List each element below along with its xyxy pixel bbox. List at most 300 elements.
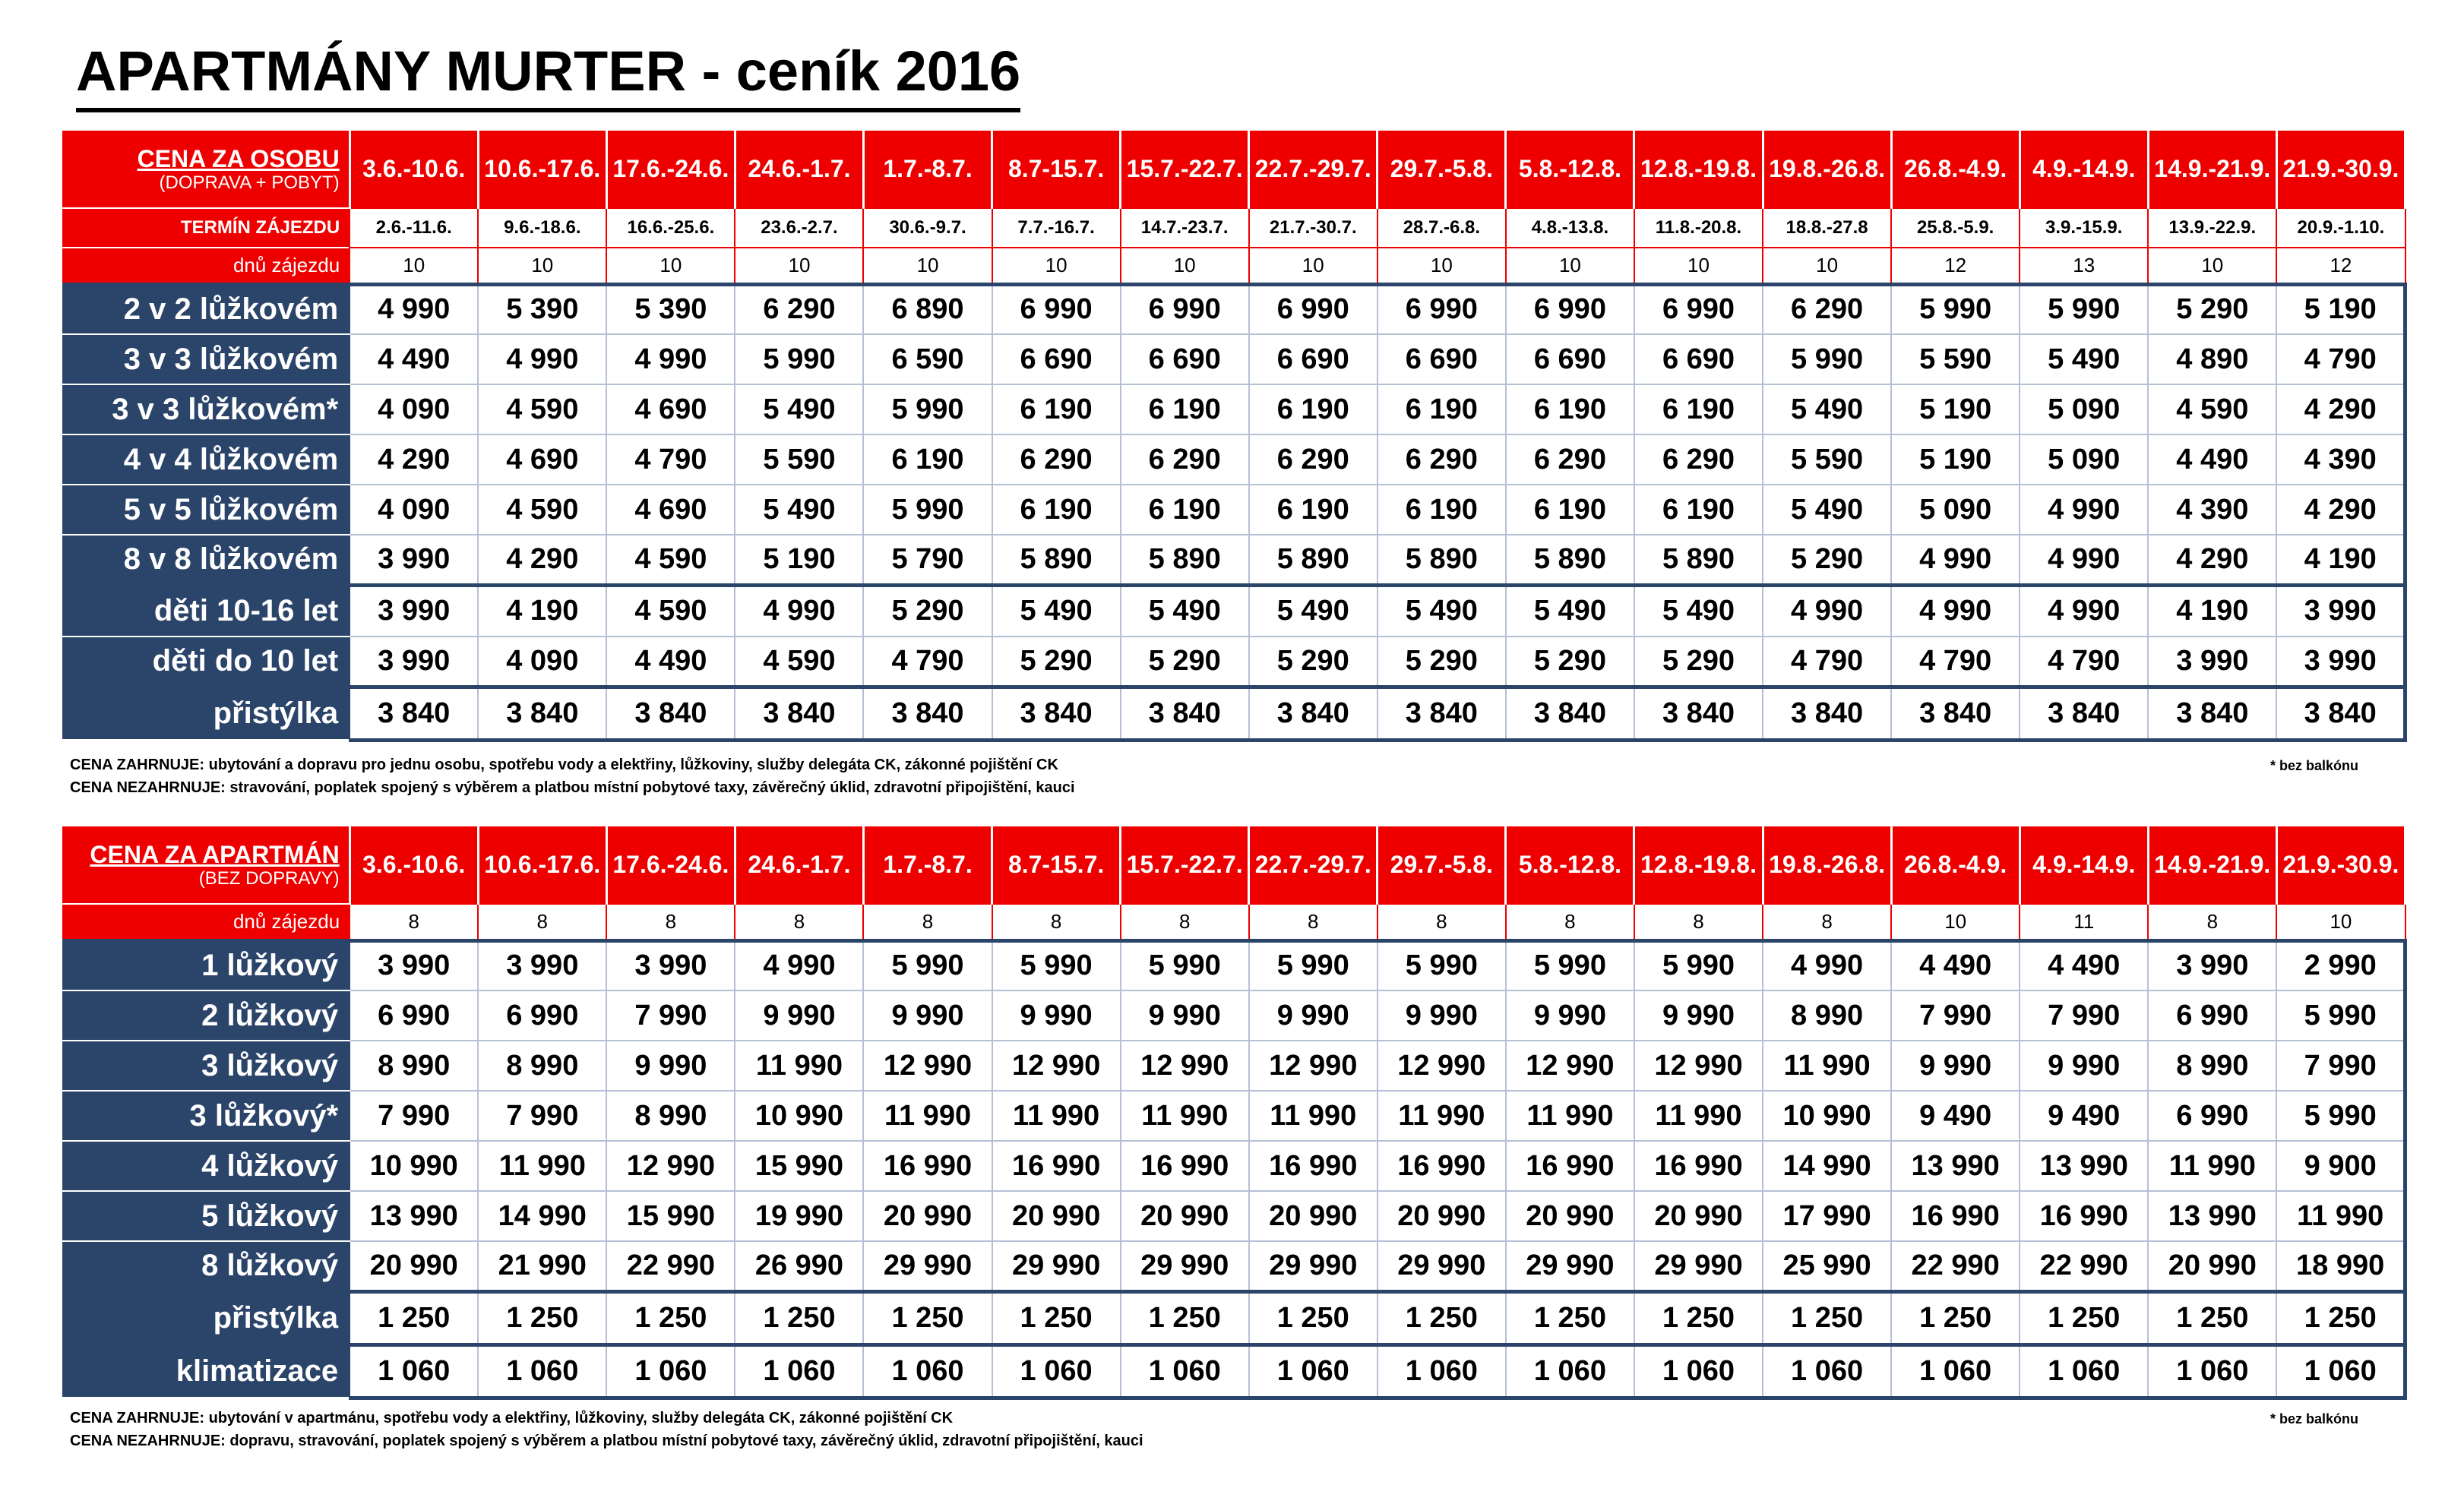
- price-cell: 10 990: [1763, 1091, 1891, 1141]
- table1-header-row: [62, 131, 2405, 208]
- term-value: 7.7.-16.7.: [992, 208, 1121, 248]
- price-cell: 12 990: [992, 1041, 1121, 1091]
- price-cell: 5 090: [2020, 384, 2148, 434]
- days-value: 8: [1634, 904, 1763, 940]
- price-cell: 3 990: [606, 940, 735, 990]
- price-cell: 29 990: [1377, 1241, 1506, 1291]
- price-cell: 1 060: [478, 1344, 606, 1398]
- table-row: [62, 1191, 2405, 1241]
- price-cell: 1 060: [1249, 1344, 1377, 1398]
- price-cell: 19 990: [735, 1191, 863, 1241]
- price-cell: 6 290: [1506, 434, 1634, 485]
- days-value: 8: [1506, 904, 1634, 940]
- price-cell: 6 290: [1634, 434, 1763, 485]
- table-row: [62, 637, 2405, 687]
- days-value: 10: [350, 248, 478, 284]
- table1-header-label: [62, 131, 350, 208]
- days-value: 8: [1377, 904, 1506, 940]
- table2-header-sub: (BEZ DOPRAVY): [198, 867, 340, 889]
- row-label: klimatizace: [62, 1344, 350, 1398]
- price-cell: 5 890: [1121, 535, 1249, 585]
- days-label: dnů zájezdu: [62, 248, 350, 284]
- price-cell: 1 060: [2020, 1344, 2148, 1398]
- table-row: [62, 1091, 2405, 1141]
- price-cell: 20 990: [2148, 1241, 2276, 1291]
- price-cell: 6 190: [992, 384, 1121, 434]
- row-label: 8 v 8 lůžkovém: [62, 535, 350, 585]
- period-header: 19.8.-26.8.: [1763, 826, 1891, 904]
- price-cell: 20 990: [1377, 1191, 1506, 1241]
- price-cell: 4 490: [2148, 434, 2276, 485]
- row-label: 5 v 5 lůžkovém: [62, 485, 350, 535]
- price-cell: 4 690: [606, 485, 735, 535]
- price-cell: 4 590: [606, 535, 735, 585]
- days-value: 12: [1891, 248, 2020, 284]
- price-cell: 12 990: [863, 1041, 992, 1091]
- price-cell: 4 490: [2020, 940, 2148, 990]
- price-cell: 3 990: [2148, 940, 2276, 990]
- price-cell: 13 990: [350, 1191, 478, 1241]
- days-value: 10: [1763, 248, 1891, 284]
- price-cell: 9 900: [2276, 1141, 2405, 1191]
- price-cell: 15 990: [735, 1141, 863, 1191]
- price-cell: 5 990: [1634, 940, 1763, 990]
- days-value: 8: [1249, 904, 1377, 940]
- price-cell: 6 590: [863, 334, 992, 384]
- price-cell: 8 990: [606, 1091, 735, 1141]
- price-cell: 29 990: [992, 1241, 1121, 1291]
- price-cell: 5 490: [1634, 585, 1763, 637]
- price-cell: 4 990: [2020, 535, 2148, 585]
- price-cell: 12 990: [1634, 1041, 1763, 1091]
- price-cell: 1 060: [992, 1344, 1121, 1398]
- price-cell: 4 190: [2276, 535, 2405, 585]
- period-header: 14.9.-21.9.: [2148, 826, 2276, 904]
- price-cell: 1 250: [478, 1291, 606, 1344]
- price-cell: 5 590: [1891, 334, 2020, 384]
- price-cell: 1 060: [735, 1344, 863, 1398]
- price-cell: 1 060: [1763, 1344, 1891, 1398]
- period-header: 8.7-15.7.: [992, 131, 1121, 208]
- price-cell: 3 840: [992, 687, 1121, 740]
- price-cell: 6 290: [1763, 284, 1891, 334]
- price-cell: 3 840: [863, 687, 992, 740]
- price-cell: 2 990: [2276, 940, 2405, 990]
- price-cell: 4 490: [606, 637, 735, 687]
- price-cell: 5 490: [1763, 384, 1891, 434]
- price-cell: 6 990: [992, 284, 1121, 334]
- price-cell: 5 790: [863, 535, 992, 585]
- period-header: 1.7.-8.7.: [863, 131, 992, 208]
- price-cell: 3 840: [2020, 687, 2148, 740]
- price-cell: 20 990: [1249, 1191, 1377, 1241]
- days-value: 10: [2148, 248, 2276, 284]
- price-cell: 6 190: [1121, 485, 1249, 535]
- price-cell: 6 290: [1377, 434, 1506, 485]
- row-label: 4 v 4 lůžkovém: [62, 434, 350, 485]
- price-cell: 1 250: [1506, 1291, 1634, 1344]
- price-cell: 6 190: [1634, 485, 1763, 535]
- price-cell: 29 990: [1634, 1241, 1763, 1291]
- row-label: děti do 10 let: [62, 637, 350, 687]
- term-value: 3.9.-15.9.: [2020, 208, 2148, 248]
- table-row: [62, 1041, 2405, 1091]
- row-label: 2 v 2 lůžkovém: [62, 284, 350, 334]
- price-cell: 7 990: [478, 1091, 606, 1141]
- period-header: 4.9.-14.9.: [2020, 826, 2148, 904]
- price-cell: 7 990: [2020, 990, 2148, 1041]
- period-header: 10.6.-17.6.: [478, 131, 606, 208]
- price-cell: 5 590: [1763, 434, 1891, 485]
- price-cell: 9 990: [1121, 990, 1249, 1041]
- price-cell: 11 990: [863, 1091, 992, 1141]
- page-title: APARTMÁNY MURTER - ceník 2016: [76, 36, 1020, 112]
- period-header: 15.7.-22.7.: [1121, 826, 1249, 904]
- price-cell: 5 990: [863, 485, 992, 535]
- price-cell: 1 250: [1634, 1291, 1763, 1344]
- period-header: 24.6.-1.7.: [735, 131, 863, 208]
- price-cell: 9 990: [992, 990, 1121, 1041]
- price-cell: 12 990: [1506, 1041, 1634, 1091]
- price-cell: 3 840: [478, 687, 606, 740]
- days-value: 10: [2276, 904, 2405, 940]
- price-cell: 3 840: [1121, 687, 1249, 740]
- price-cell: 5 490: [1249, 585, 1377, 637]
- price-cell: 3 840: [1763, 687, 1891, 740]
- price-cell: 5 990: [1763, 334, 1891, 384]
- table1-note-includes: CENA ZAHRNUJE: ubytování a dopravu pro jednu osobu, spotřebu vody a elektřiny, lůžkoviny, služby delegáta CK, zákonné pojištění CK: [70, 757, 1058, 773]
- price-cell: 1 250: [1891, 1291, 2020, 1344]
- period-header: 17.6.-24.6.: [606, 131, 735, 208]
- price-cell: 3 840: [1377, 687, 1506, 740]
- price-cell: 3 990: [2276, 637, 2405, 687]
- period-header: 5.8.-12.8.: [1506, 826, 1634, 904]
- row-label: 3 lůžkový: [62, 1041, 350, 1091]
- price-cell: 21 990: [478, 1241, 606, 1291]
- period-header: 12.8.-19.8.: [1634, 131, 1763, 208]
- price-cell: 3 840: [735, 687, 863, 740]
- price-cell: 5 890: [1506, 535, 1634, 585]
- table1-days-row: [62, 248, 2405, 284]
- table-row: [62, 284, 2405, 334]
- days-value: 8: [1763, 904, 1891, 940]
- days-value: 10: [1377, 248, 1506, 284]
- price-cell: 1 250: [606, 1291, 735, 1344]
- period-header: 19.8.-26.8.: [1763, 131, 1891, 208]
- row-label: 3 v 3 lůžkovém*: [62, 384, 350, 434]
- days-value: 10: [1634, 248, 1763, 284]
- term-label: TERMÍN ZÁJEZDU: [62, 208, 350, 248]
- price-cell: 15 990: [606, 1191, 735, 1241]
- period-header: 22.7.-29.7.: [1249, 131, 1377, 208]
- price-cell: 1 060: [350, 1344, 478, 1398]
- days-value: 8: [478, 904, 606, 940]
- table-row: [62, 334, 2405, 384]
- price-cell: 6 990: [2148, 990, 2276, 1041]
- price-cell: 25 990: [1763, 1241, 1891, 1291]
- price-cell: 1 250: [735, 1291, 863, 1344]
- price-cell: 6 690: [1506, 334, 1634, 384]
- price-cell: 5 290: [1249, 637, 1377, 687]
- price-cell: 9 990: [735, 990, 863, 1041]
- price-cell: 5 490: [1377, 585, 1506, 637]
- table-row: [62, 585, 2405, 637]
- price-cell: 16 990: [1377, 1141, 1506, 1191]
- term-value: 25.8.-5.9.: [1891, 208, 2020, 248]
- price-cell: 3 840: [1891, 687, 2020, 740]
- row-label: 2 lůžkový: [62, 990, 350, 1041]
- table-row: [62, 940, 2405, 990]
- days-value: 8: [2148, 904, 2276, 940]
- price-cell: 9 990: [2020, 1041, 2148, 1091]
- price-cell: 1 060: [1891, 1344, 2020, 1398]
- price-cell: 1 250: [992, 1291, 1121, 1344]
- period-header: 4.9.-14.9.: [2020, 131, 2148, 208]
- price-cell: 5 990: [863, 384, 992, 434]
- price-cell: 5 490: [992, 585, 1121, 637]
- price-cell: 18 990: [2276, 1241, 2405, 1291]
- price-cell: 1 250: [1249, 1291, 1377, 1344]
- price-cell: 1 060: [2276, 1344, 2405, 1398]
- price-cell: 6 290: [735, 284, 863, 334]
- period-header: 12.8.-19.8.: [1634, 826, 1763, 904]
- price-cell: 4 190: [478, 585, 606, 637]
- term-value: 20.9.-1.10.: [2276, 208, 2405, 248]
- price-cell: 9 990: [1249, 990, 1377, 1041]
- price-cell: 5 590: [735, 434, 863, 485]
- row-label: 3 lůžkový*: [62, 1091, 350, 1141]
- price-cell: 5 490: [1763, 485, 1891, 535]
- term-value: 23.6.-2.7.: [735, 208, 863, 248]
- price-cell: 6 190: [1377, 384, 1506, 434]
- price-cell: 3 990: [350, 585, 478, 637]
- row-label: přistýlka: [62, 1291, 350, 1344]
- table2-header-main: CENA ZA APARTMÁN: [90, 840, 340, 868]
- price-cell: 5 490: [1506, 585, 1634, 637]
- days-value: 10: [606, 248, 735, 284]
- table1-note-excludes: CENA NEZAHRNUJE: stravování, poplatek spojený s výběrem a platbou místní pobytové taxy, závěrečný úklid, zdravotní připojištění, kauci: [70, 779, 1075, 796]
- price-cell: 5 190: [1891, 384, 2020, 434]
- price-cell: 4 990: [2020, 485, 2148, 535]
- period-header: 22.7.-29.7.: [1249, 826, 1377, 904]
- price-cell: 20 990: [350, 1241, 478, 1291]
- price-cell: 5 190: [2276, 284, 2405, 334]
- price-cell: 1 250: [863, 1291, 992, 1344]
- price-cell: 8 990: [2148, 1041, 2276, 1091]
- table1-header-sub: (DOPRAVA + POBYT): [159, 172, 340, 193]
- price-cell: 5 290: [2148, 284, 2276, 334]
- price-cell: 4 790: [1763, 637, 1891, 687]
- price-cell: 9 990: [1377, 990, 1506, 1041]
- price-cell: 5 890: [1377, 535, 1506, 585]
- price-cell: 11 990: [1634, 1091, 1763, 1141]
- price-cell: 9 990: [863, 990, 992, 1041]
- price-cell: 14 990: [1763, 1141, 1891, 1191]
- price-cell: 6 990: [1249, 284, 1377, 334]
- price-cell: 4 990: [2020, 585, 2148, 637]
- price-cell: 17 990: [1763, 1191, 1891, 1241]
- period-header: 14.9.-21.9.: [2148, 131, 2276, 208]
- price-cell: 6 190: [1506, 384, 1634, 434]
- term-value: 18.8.-27.8: [1763, 208, 1891, 248]
- price-cell: 6 290: [1249, 434, 1377, 485]
- price-cell: 5 490: [735, 485, 863, 535]
- row-label: 4 lůžkový: [62, 1141, 350, 1191]
- price-cell: 5 990: [2276, 990, 2405, 1041]
- price-cell: 16 990: [992, 1141, 1121, 1191]
- period-header: 1.7.-8.7.: [863, 826, 992, 904]
- price-cell: 5 390: [606, 284, 735, 334]
- price-cell: 5 490: [735, 384, 863, 434]
- table-row: [62, 1241, 2405, 1291]
- price-cell: 3 990: [2148, 637, 2276, 687]
- price-cell: 8 990: [350, 1041, 478, 1091]
- price-cell: 11 990: [1249, 1091, 1377, 1141]
- price-cell: 5 190: [735, 535, 863, 585]
- price-cell: 11 990: [478, 1141, 606, 1191]
- price-cell: 5 290: [1763, 535, 1891, 585]
- price-cell: 11 990: [2148, 1141, 2276, 1191]
- price-cell: 4 990: [606, 334, 735, 384]
- term-value: 9.6.-18.6.: [478, 208, 606, 248]
- price-cell: 3 990: [2276, 585, 2405, 637]
- period-header: 29.7.-5.8.: [1377, 826, 1506, 904]
- term-value: 16.6.-25.6.: [606, 208, 735, 248]
- table1-header-main: CENA ZA OSOBU: [137, 144, 340, 172]
- price-cell: 10 990: [735, 1091, 863, 1141]
- price-cell: 1 060: [1634, 1344, 1763, 1398]
- price-cell: 5 990: [1249, 940, 1377, 990]
- price-cell: 5 290: [1377, 637, 1506, 687]
- days-value: 10: [863, 248, 992, 284]
- price-cell: 11 990: [1121, 1091, 1249, 1141]
- price-cell: 5 990: [2276, 1091, 2405, 1141]
- price-cell: 4 990: [735, 585, 863, 637]
- table-row: [62, 535, 2405, 585]
- price-cell: 1 250: [1763, 1291, 1891, 1344]
- price-cell: 5 290: [1506, 637, 1634, 687]
- price-cell: 6 190: [1249, 485, 1377, 535]
- price-cell: 29 990: [1506, 1241, 1634, 1291]
- table1-term-row: [62, 208, 2405, 248]
- price-cell: 5 490: [1121, 585, 1249, 637]
- table2-header-label: [62, 826, 350, 904]
- price-cell: 16 990: [2020, 1191, 2148, 1241]
- period-header: 24.6.-1.7.: [735, 826, 863, 904]
- price-cell: 4 090: [350, 485, 478, 535]
- price-cell: 5 290: [1634, 637, 1763, 687]
- price-cell: 3 990: [350, 535, 478, 585]
- price-cell: 4 790: [2276, 334, 2405, 384]
- price-cell: 4 590: [735, 637, 863, 687]
- price-cell: 4 890: [2148, 334, 2276, 384]
- row-label: 3 v 3 lůžkovém: [62, 334, 350, 384]
- price-cell: 4 390: [2276, 434, 2405, 485]
- table2-note-includes: CENA ZAHRNUJE: ubytování v apartmánu, spotřebu vody a elektřiny, lůžkoviny, služby delegáta CK, zákonné pojištění CK: [70, 1410, 954, 1426]
- price-cell: 3 840: [1249, 687, 1377, 740]
- price-cell: 5 990: [735, 334, 863, 384]
- price-cell: 22 990: [1891, 1241, 2020, 1291]
- price-cell: 4 990: [1891, 535, 2020, 585]
- days-label: dnů zájezdu: [62, 904, 350, 940]
- price-cell: 20 990: [1121, 1191, 1249, 1241]
- row-label: 1 lůžkový: [62, 940, 350, 990]
- price-cell: 6 290: [1121, 434, 1249, 485]
- price-cell: 3 840: [1506, 687, 1634, 740]
- table-row: [62, 434, 2405, 485]
- price-cell: 11 990: [1506, 1091, 1634, 1141]
- period-header: 3.6.-10.6.: [350, 131, 478, 208]
- price-cell: 3 840: [2276, 687, 2405, 740]
- price-cell: 3 990: [478, 940, 606, 990]
- price-cell: 5 990: [1377, 940, 1506, 990]
- price-cell: 11 990: [735, 1041, 863, 1091]
- table-row: [62, 1344, 2405, 1398]
- price-cell: 6 190: [992, 485, 1121, 535]
- price-cell: 13 990: [1891, 1141, 2020, 1191]
- price-cell: 9 990: [606, 1041, 735, 1091]
- price-cell: 4 990: [350, 284, 478, 334]
- table-row: [62, 990, 2405, 1041]
- price-cell: 11 990: [2276, 1191, 2405, 1241]
- price-cell: 8 990: [478, 1041, 606, 1091]
- price-cell: 4 090: [478, 637, 606, 687]
- period-header: 21.9.-30.9.: [2276, 131, 2405, 208]
- price-cell: 5 990: [1121, 940, 1249, 990]
- price-cell: 4 290: [350, 434, 478, 485]
- days-value: 8: [1121, 904, 1249, 940]
- price-cell: 6 990: [1121, 284, 1249, 334]
- period-header: 8.7-15.7.: [992, 826, 1121, 904]
- price-cell: 1 060: [1121, 1344, 1249, 1398]
- price-cell: 8 990: [1763, 990, 1891, 1041]
- term-value: 11.8.-20.8.: [1634, 208, 1763, 248]
- price-cell: 1 060: [2148, 1344, 2276, 1398]
- table-row: [62, 384, 2405, 434]
- days-value: 11: [2020, 904, 2148, 940]
- term-value: 13.9.-22.9.: [2148, 208, 2276, 248]
- price-cell: 6 990: [2148, 1091, 2276, 1141]
- price-cell: 12 990: [1249, 1041, 1377, 1091]
- price-cell: 6 890: [863, 284, 992, 334]
- price-cell: 9 990: [1506, 990, 1634, 1041]
- price-cell: 4 290: [2276, 384, 2405, 434]
- price-table-per-person: [62, 131, 2407, 742]
- price-cell: 5 090: [2020, 434, 2148, 485]
- days-value: 10: [1506, 248, 1634, 284]
- days-value: 10: [1121, 248, 1249, 284]
- price-cell: 16 990: [863, 1141, 992, 1191]
- price-cell: 4 790: [606, 434, 735, 485]
- price-cell: 7 990: [606, 990, 735, 1041]
- price-cell: 6 990: [350, 990, 478, 1041]
- price-cell: 1 060: [863, 1344, 992, 1398]
- price-cell: 6 190: [1249, 384, 1377, 434]
- price-cell: 13 990: [2148, 1191, 2276, 1241]
- price-cell: 5 190: [1891, 434, 2020, 485]
- period-header: 15.7.-22.7.: [1121, 131, 1249, 208]
- period-header: 26.8.-4.9.: [1891, 131, 2020, 208]
- price-cell: 1 250: [2148, 1291, 2276, 1344]
- price-cell: 11 990: [1377, 1091, 1506, 1141]
- price-cell: 5 290: [1121, 637, 1249, 687]
- price-cell: 4 190: [2148, 585, 2276, 637]
- price-cell: 4 990: [1763, 940, 1891, 990]
- price-cell: 1 060: [606, 1344, 735, 1398]
- price-cell: 6 690: [1377, 334, 1506, 384]
- price-cell: 6 690: [1121, 334, 1249, 384]
- price-cell: 5 890: [1249, 535, 1377, 585]
